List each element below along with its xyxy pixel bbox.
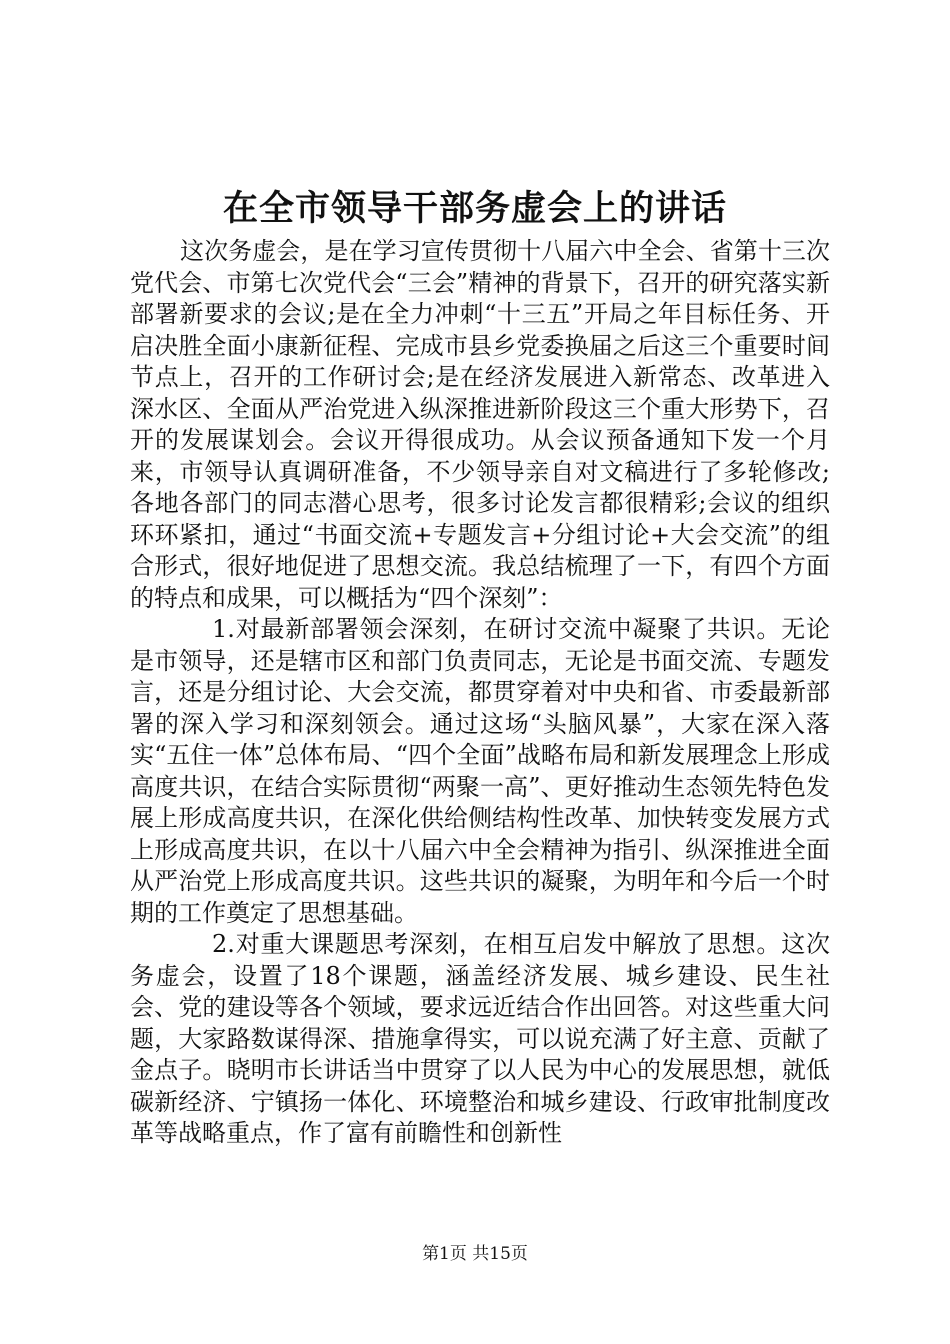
body-paragraph: 这次务虚会，是在学习宣传贯彻十八届六中全会、省第十三次党代会、市第七次党代会“三会”精神的背景下，召开的研究落实新部署新要求的会议;是在全力冲刺“十三五”开局之年目标任务、开启决胜全面小康新征程、完成市县乡党委换届之后这三个重要时间节点上，召开的工作研讨会;是在经济发展进入新常态、改革进入深水区、全面从严治党进入纵深推进新阶段这三个重大形势下，召开的发展谋划会。会议开得很成功。从会议预备通知下发一个月来，市领导认真调研准备，不少领导亲自对文稿进行了多轮修改;各地各部门的同志潜心思考，很多讨论发言都很精彩;会议的组织环环紧扣，通过“书面交流+专题发言+分组讨论+大会交流”的组合形式，很好地促进了思想交流。我总结梳理了一下，有四个方面的特点和成果，可以概括为“四个深刻”：: [130, 237, 830, 612]
body-paragraph-point-2: 2.对重大课题思考深刻，在相互启发中解放了思想。这次务虚会，设置了18个课题，涵盖经济发展、城乡建设、民生社会、党的建设等各个领域，要求远近结合作出回答。对这些重大问题，大家路数谋得深、措施拿得实，可以说充满了好主意、贡献了金点子。晓明市长讲话当中贯穿了以人民为中心的发展思想，就低碳新经济、宁镇扬一体化、环境整治和城乡建设、行政审批制度改革等战略重点，作了富有前瞻性和创新性: [130, 930, 830, 1147]
document-title: 在全市领导干部务虚会上的讲话: [222, 188, 727, 229]
body-paragraph-point-1: 1.对最新部署领会深刻，在研讨交流中凝聚了共识。无论是市领导，还是辖市区和部门负责同志，无论是书面交流、专题发言，还是分组讨论、大会交流，都贯穿着对中央和省、市委最新部署的深入学习和深刻领会。通过这场“头脑风暴”，大家在深入落实“五住一体”总体布局、“四个全面”战略布局和新发展理念上形成高度共识，在结合实际贯彻“两聚一高”、更好推动生态领先特色发展上形成高度共识，在深化供给侧结构性改革、加快转变发展方式上形成高度共识，在以十八届六中全会精神为指引、纵深推进全面从严治党上形成高度共识。这些共识的凝聚，为明年和今后一个时期的工作奠定了思想基础。: [130, 615, 830, 927]
document-body: [130, 236, 830, 1150]
page-footer: 第1页 共15页: [422, 1244, 528, 1264]
